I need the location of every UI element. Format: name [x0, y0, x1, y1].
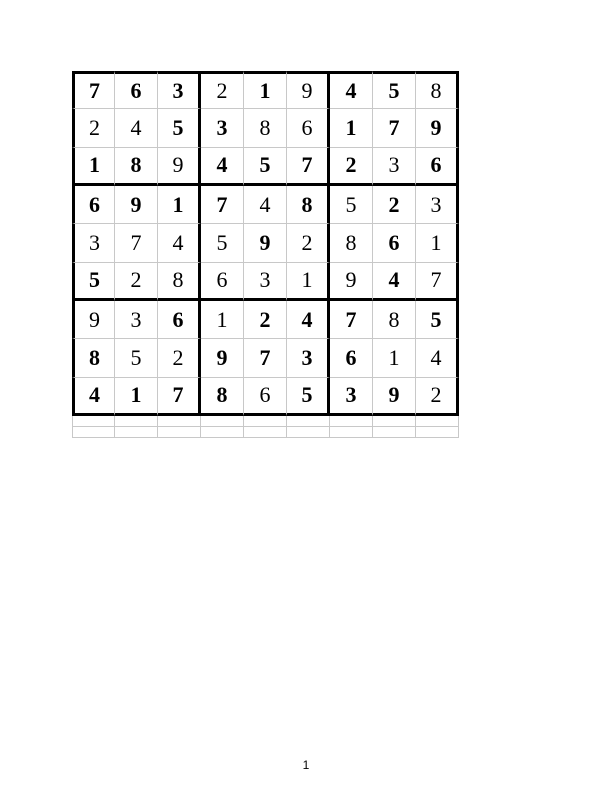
empty-grid-cell [373, 416, 416, 427]
sudoku-cell: 7 [115, 224, 158, 262]
sudoku-cell: 2 [373, 186, 416, 224]
sudoku-cell: 3 [330, 378, 373, 416]
sudoku-cell: 6 [158, 301, 201, 339]
sudoku-cell: 2 [72, 109, 115, 147]
sudoku-cell: 8 [158, 263, 201, 301]
sudoku-cell: 8 [287, 186, 330, 224]
page-number: 1 [302, 758, 310, 772]
sudoku-cell: 5 [72, 263, 115, 301]
sudoku-cell: 3 [287, 339, 330, 377]
sudoku-cell: 5 [201, 224, 244, 262]
sudoku-cell: 6 [115, 71, 158, 109]
sudoku-cell: 3 [416, 186, 459, 224]
empty-grid-cell [330, 427, 373, 438]
sudoku-cell: 3 [72, 224, 115, 262]
sudoku-cell: 4 [330, 71, 373, 109]
sudoku-cell: 7 [72, 71, 115, 109]
sudoku-cell: 6 [287, 109, 330, 147]
sudoku-cell: 6 [201, 263, 244, 301]
sudoku-cell: 1 [373, 339, 416, 377]
sudoku-cell: 9 [330, 263, 373, 301]
sudoku-cell: 4 [72, 378, 115, 416]
sudoku-cell: 7 [244, 339, 287, 377]
sudoku-cell: 1 [416, 224, 459, 262]
sudoku-cell: 6 [373, 224, 416, 262]
sudoku-cell: 2 [416, 378, 459, 416]
sudoku-cell: 4 [416, 339, 459, 377]
empty-grid-cell [373, 427, 416, 438]
sudoku-cell: 3 [158, 71, 201, 109]
sudoku-cell: 2 [201, 71, 244, 109]
sudoku-cell: 7 [287, 148, 330, 186]
sudoku-cell: 4 [115, 109, 158, 147]
sudoku-cell: 8 [115, 148, 158, 186]
empty-grid-cell [330, 416, 373, 427]
sudoku-cell: 7 [416, 263, 459, 301]
sudoku-cell: 5 [330, 186, 373, 224]
sudoku-grid [72, 71, 459, 416]
sudoku-cell: 9 [244, 224, 287, 262]
sudoku-cell: 9 [72, 301, 115, 339]
sudoku-cell: 7 [201, 186, 244, 224]
sudoku-cell: 8 [330, 224, 373, 262]
sudoku-cell: 6 [72, 186, 115, 224]
sudoku-cell: 5 [244, 148, 287, 186]
empty-grid-cell [72, 427, 115, 438]
sudoku-cell: 9 [158, 148, 201, 186]
sudoku-cell: 3 [373, 148, 416, 186]
sudoku-cell: 9 [201, 339, 244, 377]
sudoku-cell: 5 [287, 378, 330, 416]
sudoku-cell: 4 [287, 301, 330, 339]
sudoku-cell: 6 [416, 148, 459, 186]
sudoku-cell: 8 [201, 378, 244, 416]
sudoku-cell: 1 [201, 301, 244, 339]
sudoku-cell: 5 [416, 301, 459, 339]
empty-grid-cell [158, 427, 201, 438]
sudoku-cell: 2 [287, 224, 330, 262]
sudoku-cell: 4 [158, 224, 201, 262]
empty-grid-cell [201, 427, 244, 438]
empty-grid-cell [158, 416, 201, 427]
sudoku-board [72, 71, 459, 438]
empty-grid-cell [244, 427, 287, 438]
sudoku-cell: 3 [115, 301, 158, 339]
empty-grid-rows [72, 416, 459, 438]
sudoku-cell: 2 [244, 301, 287, 339]
sudoku-cell: 9 [416, 109, 459, 147]
sudoku-cell: 8 [72, 339, 115, 377]
sudoku-cell: 5 [115, 339, 158, 377]
sudoku-cell: 1 [330, 109, 373, 147]
sudoku-cell: 4 [201, 148, 244, 186]
sudoku-cell: 9 [115, 186, 158, 224]
empty-grid-cell [72, 416, 115, 427]
sudoku-cell: 7 [158, 378, 201, 416]
sudoku-cell: 6 [330, 339, 373, 377]
sudoku-cell: 1 [72, 148, 115, 186]
sudoku-cell: 1 [287, 263, 330, 301]
empty-grid-cell [115, 416, 158, 427]
sudoku-cell: 1 [158, 186, 201, 224]
sudoku-cell: 7 [330, 301, 373, 339]
sudoku-cell: 1 [115, 378, 158, 416]
sudoku-cell: 5 [158, 109, 201, 147]
empty-grid-cell [416, 416, 459, 427]
sudoku-cell: 6 [244, 378, 287, 416]
sudoku-cell: 9 [287, 71, 330, 109]
empty-grid-cell [244, 416, 287, 427]
empty-grid-cell [287, 427, 330, 438]
sudoku-cell: 4 [373, 263, 416, 301]
sudoku-cell: 3 [201, 109, 244, 147]
sudoku-cell: 7 [373, 109, 416, 147]
sudoku-cell: 8 [244, 109, 287, 147]
sudoku-cell: 4 [244, 186, 287, 224]
sudoku-cell: 8 [416, 71, 459, 109]
sudoku-cell: 1 [244, 71, 287, 109]
sudoku-cell: 2 [115, 263, 158, 301]
sudoku-cell: 8 [373, 301, 416, 339]
sudoku-cell: 2 [158, 339, 201, 377]
sudoku-cell: 9 [373, 378, 416, 416]
empty-grid-cell [115, 427, 158, 438]
empty-grid-cell [287, 416, 330, 427]
sudoku-cell: 3 [244, 263, 287, 301]
empty-grid-cell [416, 427, 459, 438]
empty-grid-cell [201, 416, 244, 427]
sudoku-cell: 5 [373, 71, 416, 109]
sudoku-cell: 2 [330, 148, 373, 186]
